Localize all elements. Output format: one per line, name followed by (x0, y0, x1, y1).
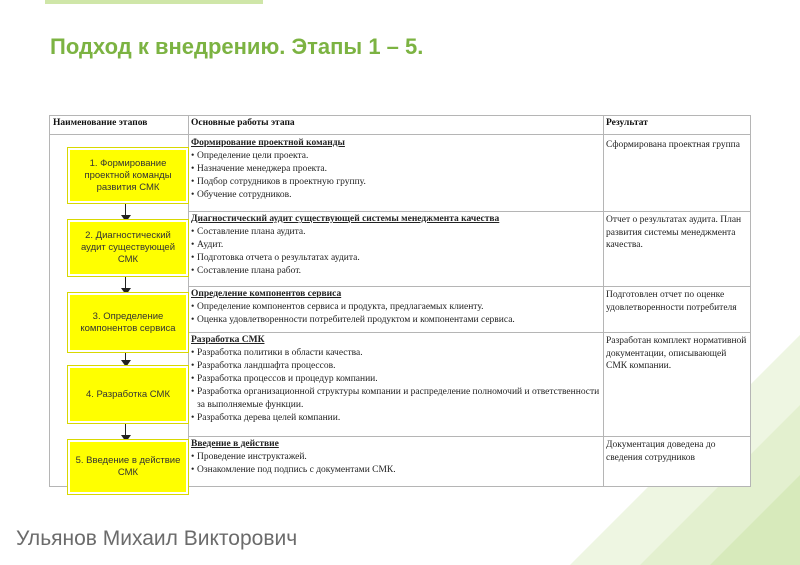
author-name: Ульянов Михаил Викторович (16, 527, 298, 550)
work-cell-5 (191, 438, 396, 477)
arrow-down-icon (121, 353, 131, 367)
work-cell-4 (191, 334, 601, 425)
stage-box-4: 4. Разработка СМК (68, 366, 188, 423)
work-item: • Определение цели проекта. (191, 150, 366, 163)
work-item: • Подготовка отчета о результатах аудита. (191, 252, 499, 265)
work-item: • Разработка процессов и процедур компании. (191, 373, 601, 386)
header-result: Результат (606, 118, 648, 128)
work-title: Определение компонентов сервиса (191, 289, 342, 299)
work-item: • Оценка удовлетворенности потребителей продуктом и компонентами сервиса. (191, 314, 515, 327)
row-divider (188, 211, 750, 212)
row-divider (188, 332, 750, 333)
work-title: Диагностический аудит существующей системы менеджмента качества (191, 214, 500, 224)
work-item: • Составление плана аудита. (191, 226, 499, 239)
work-item: • Разработка политики в области качества. (191, 347, 601, 360)
header-main-works: Основные работы этапа (191, 118, 295, 128)
header-stage-name: Наименование этапов (53, 118, 148, 128)
work-item: • Ознакомление под подпись с документами СМК. (191, 464, 396, 477)
work-title: Формирование проектной команды (191, 138, 345, 148)
result-cell-3: Подготовлен отчет по оценке удовлетворенности потребителя (606, 290, 737, 313)
work-item: • Обучение сотрудников. (191, 189, 366, 202)
work-cell-2 (191, 213, 499, 278)
work-item: • Разработка дерева целей компании. (191, 412, 601, 425)
work-item: • Назначение менеджера проекта. (191, 163, 366, 176)
stage-box-3: 3. Определение компонентов сервиса (68, 293, 188, 352)
work-cell-3 (191, 288, 515, 327)
top-accent-bar (45, 0, 263, 4)
column-divider (188, 116, 189, 486)
slide-title: Подход к внедрению. Этапы 1 – 5. (50, 34, 424, 59)
work-title: Разработка СМК (191, 335, 265, 345)
result-cell-4: Разработан комплект нормативной документации, описывающей СМК компании. (606, 336, 747, 371)
work-title: Введение в действие (191, 439, 279, 449)
stage-box-5: 5. Введение в действие СМК (68, 440, 188, 494)
work-item: • Определение компонентов сервиса и продукта, предлагаемых клиенту. (191, 301, 515, 314)
result-cell-2: Отчет о результатах аудита. План развития системы менеджмента качества. (606, 215, 742, 250)
work-item: • Разработка организационной структуры компании и распределение полномочий и ответственности за выполняемые функции. (191, 386, 601, 412)
work-cell-1 (191, 137, 366, 202)
stages-table (49, 115, 751, 487)
work-item: • Проведение инструктажей. (191, 451, 396, 464)
work-item: • Аудит. (191, 239, 499, 252)
result-cell-1: Сформирована проектная группа (606, 140, 740, 150)
stage-box-2: 2. Диагностический аудит существующей СМК (68, 220, 188, 276)
row-divider (188, 436, 750, 437)
work-item: • Подбор сотрудников в проектную группу. (191, 176, 366, 189)
work-item: • Составление плана работ. (191, 265, 499, 278)
column-divider (603, 116, 604, 486)
work-item: • Разработка ландшафта процессов. (191, 360, 601, 373)
stage-box-1: 1. Формирование проектной команды развития СМК (68, 148, 188, 203)
result-cell-5: Документация доведена до сведения сотрудников (606, 440, 716, 463)
row-divider (188, 286, 750, 287)
header-divider (50, 134, 750, 135)
